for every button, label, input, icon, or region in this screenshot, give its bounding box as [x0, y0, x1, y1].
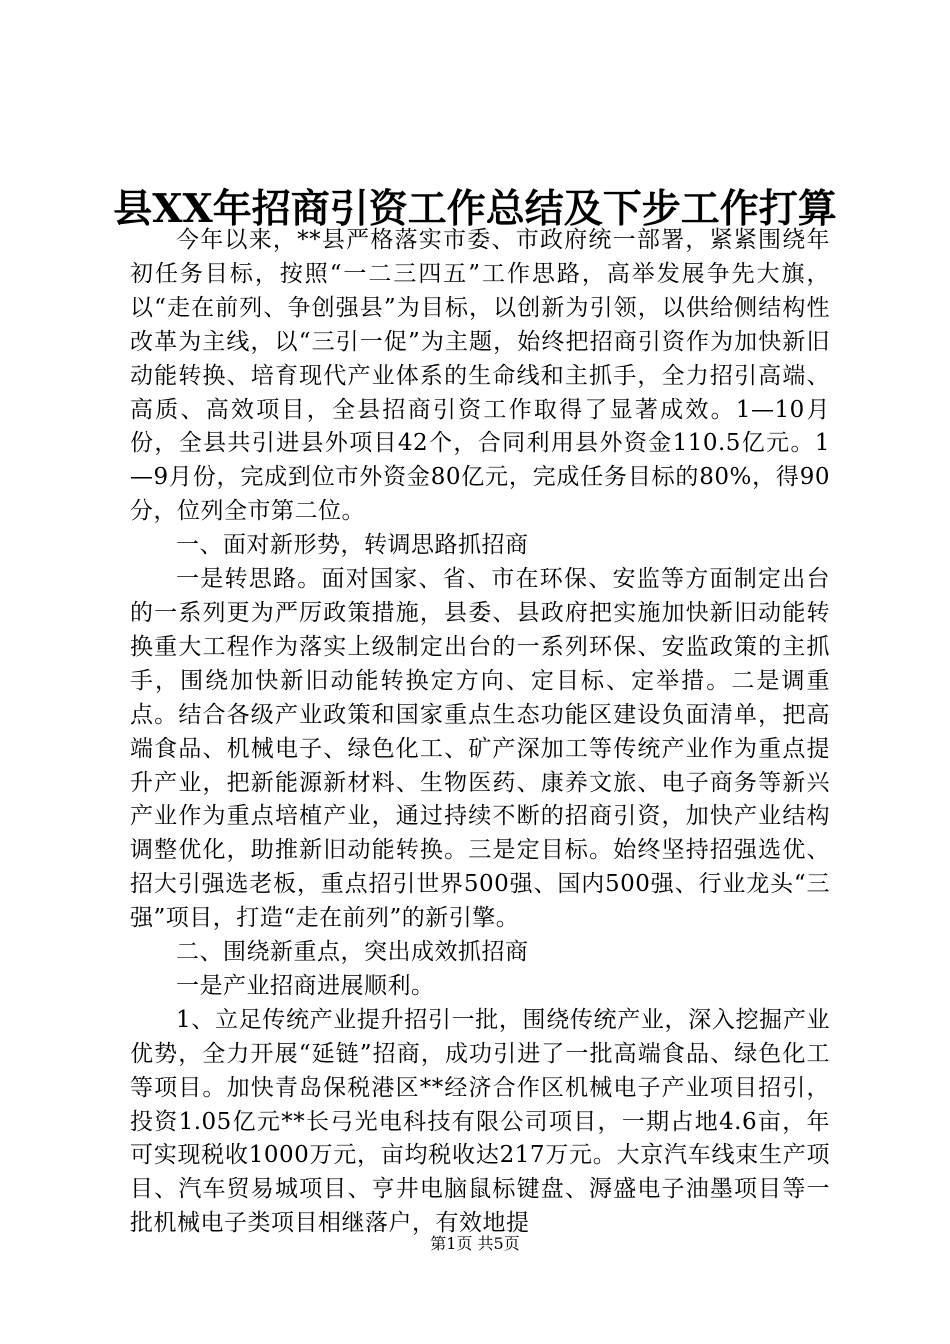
document-title: 县XX年招商引资工作总结及下步工作打算	[113, 186, 837, 232]
paragraph-intro: 今年以来，**县严格落实市委、市政府统一部署，紧紧围绕年初任务目标，按照“一二三四五”工作思路，高举发展争先大旗，以“走在前列、争创强县”为目标，以创新为引领，以供给侧结构性改革为主线，以“三引一促”为主题，始终把招商引资作为加快新旧动能转换、培育现代产业体系的生命线和主抓手，全力招引高端、高质、高效项目，全县招商引资工作取得了显著成效。1—10月份，全县共引进县外项目42个，合同利用县外资金110.5亿元。1—9月份，完成到位市外资金80亿元，完成任务目标的80%，得90分，位列全市第二位。	[130, 227, 830, 525]
paragraph-item-1: 1、立足传统产业提升招引一批，围绕传统产业，深入挖掘产业优势，全力开展“延链”招商，成功引进了一批高端食品、绿色化工等项目。加快青岛保税港区**经济合作区机械电子产业项目招引，投资1.05亿元**长弓光电科技有限公司项目，一期占地4.6亩，年可实现税收1000万元，亩均税收达217万元。大京汽车线束生产项目、汽车贸易城项目、亨井电脑鼠标键盘、溽盛电子油墨项目等一批机械电子类项目相继落户，有效地提	[130, 1006, 830, 1237]
subsection-heading: 一是产业招商进展顺利。	[176, 972, 435, 999]
page-number-footer: 第1页 共5页	[430, 1234, 520, 1253]
paragraph-section-1: 一是转思路。面对国家、省、市在环保、安监等方面制定出台的一系列更为严厉政策措施，县委、县政府把实施加快新旧动能转换重大工程作为落实上级制定出台的一系列环保、安监政策的主抓手，围绕加快新旧动能转换定方向、定目标、定举措。二是调重点。结合各级产业政策和国家重点生态功能区建设负面清单，把高端食品、机械电子、绿色化工、矿产深加工等传统产业作为重点提升产业，把新能源新材料、生物医药、康养文旅、电子商务等新兴产业作为重点培植产业，通过持续不断的招商引资，加快产业结构调整优化，助推新旧动能转换。三是定目标。始终坚持招强选优、招大引强选老板，重点招引世界500强、国内500强、行业龙头“三强”项目，打造“走在前列”的新引擎。	[130, 566, 830, 932]
section-heading-1: 一、面对新形势，转调思路抓招商	[176, 532, 529, 559]
document-body	[130, 224, 830, 1241]
section-heading-2: 二、围绕新重点，突出成效抓招商	[176, 939, 529, 966]
